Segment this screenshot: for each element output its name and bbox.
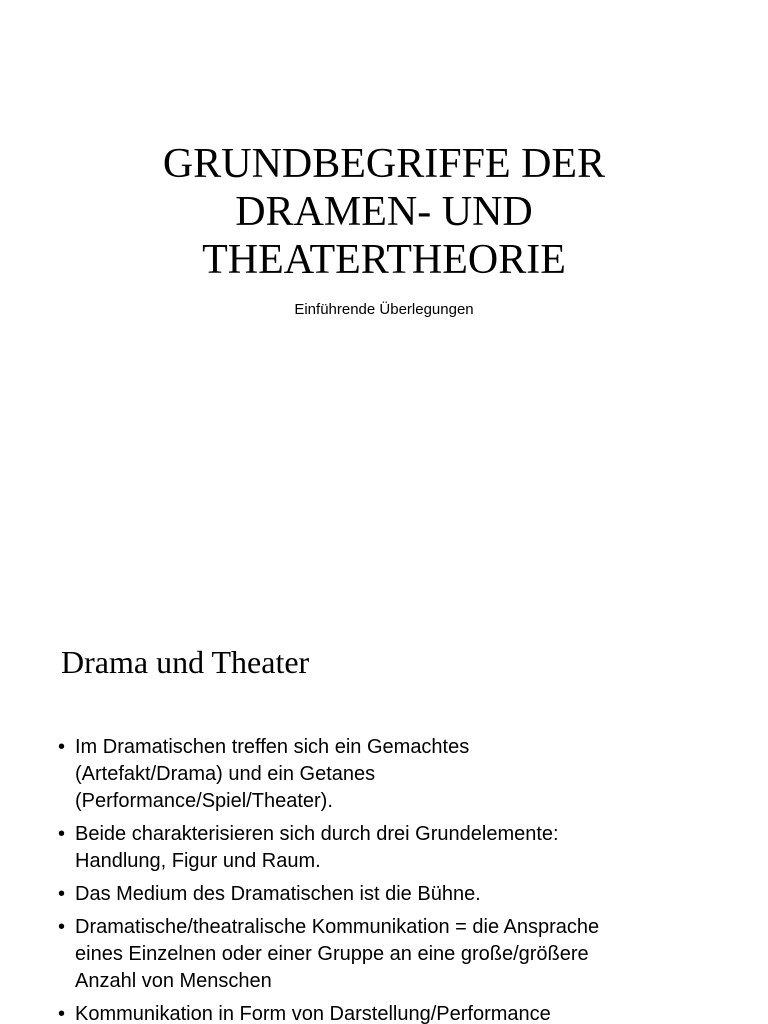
bullet-line: Dramatische/theatralische Kommunikation = die Ansprache (75, 916, 600, 938)
bullet-item (58, 821, 738, 875)
bullet-dot-icon: • (58, 736, 66, 758)
bullet-item (58, 881, 738, 908)
bullet-dot-icon: • (58, 1003, 66, 1024)
presentation-subtitle: Einführende Überlegungen (294, 301, 474, 318)
bullet-dot-icon: • (58, 916, 66, 938)
bullet-list (58, 734, 738, 1024)
content-slide (0, 600, 768, 1024)
title-line: DRAMEN- UND (235, 189, 533, 235)
bullet-text (75, 1001, 738, 1024)
bullet-item (58, 914, 738, 995)
bullet-line: Anzahl von Menschen (75, 970, 272, 992)
bullet-text (75, 734, 738, 815)
presentation-title (0, 140, 768, 284)
bullet-line: (Performance/Spiel/Theater). (75, 790, 333, 812)
bullet-line: Im Dramatischen treffen sich ein Gemachtes (75, 736, 470, 758)
bullet-text (75, 821, 738, 875)
title-line: THEATERTHEORIE (202, 237, 566, 283)
bullet-text (75, 881, 738, 908)
title-line: GRUNDBEGRIFFE DER (162, 141, 606, 187)
bullet-line: Handlung, Figur und Raum. (75, 850, 321, 872)
bullet-line: Das Medium des Dramatischen ist die Bühne. (75, 883, 481, 905)
slide-heading: Drama und Theater (61, 644, 310, 680)
bullet-line: eines Einzelnen oder einer Gruppe an eine große/größere (75, 943, 589, 965)
bullet-dot-icon: • (58, 883, 66, 905)
bullet-dot-icon: • (58, 823, 66, 845)
bullet-line: Beide charakterisieren sich durch drei Grundelemente: (75, 823, 559, 845)
bullet-line: Kommunikation in Form von Darstellung/Performance (75, 1003, 551, 1024)
bullet-line: (Artefakt/Drama) und ein Getanes (75, 763, 376, 785)
bullet-item (58, 1001, 738, 1024)
bullet-text (75, 914, 738, 995)
title-block (0, 140, 768, 320)
bullet-item (58, 734, 738, 815)
